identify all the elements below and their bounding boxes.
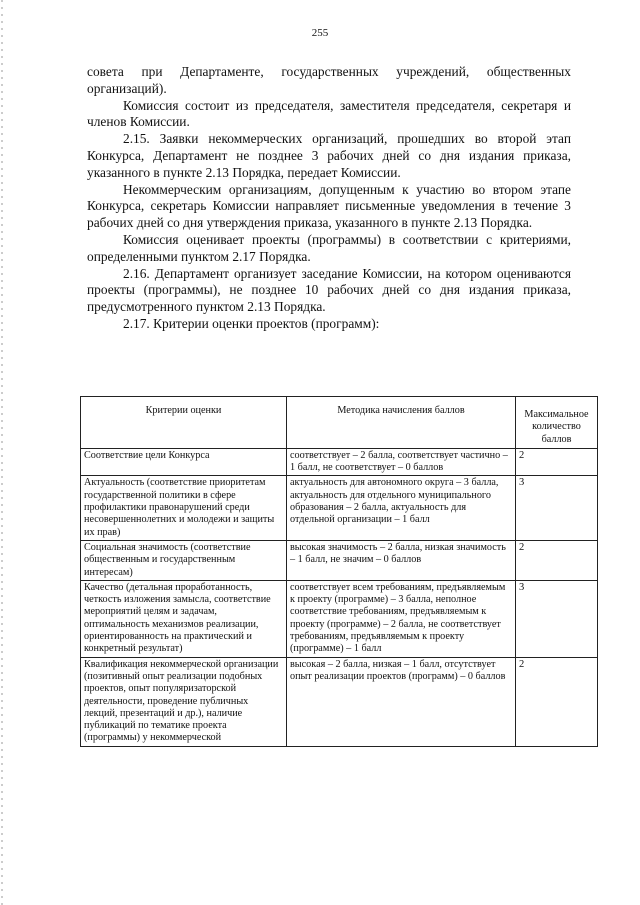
paragraph: 2.15. Заявки некоммерческих организаций, прошедших во второй этап Конкурса, Департамент не позднее 3 рабочих дней со дня издания приказа, указанного в пункте 2.13 Порядка, передает Комиссии. <box>87 131 571 180</box>
header-criterion: Критерии оценки <box>81 397 287 449</box>
max-score-cell: 3 <box>516 476 598 540</box>
scan-edge-mark <box>1 0 3 905</box>
method-cell: соответствует – 2 балла, соответствует частично – 1 балл, не соответствует – 0 баллов <box>287 448 516 476</box>
paragraph: Некоммерческим организациям, допущенным к участию во втором этапе Конкурса, секретарь Комиссии направляет письменные уведомления в течение 3 рабочих дней со дня утверждения приказа, указанного в пункте 2.13 Порядка. <box>87 181 571 231</box>
header-method: Методика начисления баллов <box>287 397 516 449</box>
page-number: 255 <box>311 27 329 39</box>
paragraph: 2.16. Департамент организует заседание Комиссии, на котором оцениваются проекты (программы), не позднее 10 рабочих дней со дня издания приказа, предусмотренного пунктом 2.13 Порядка. <box>87 265 571 315</box>
table-row <box>81 580 598 657</box>
method-cell: высокая – 2 балла, низкая – 1 балл, отсутствует опыт реализации проектов (программ) – 0 баллов <box>287 657 516 746</box>
criterion-cell: Актуальность (соответствие приоритетам государственной политики в сфере профилактики правонарушений среди несовершеннолетних и молодежи и защиты их прав) <box>81 476 287 540</box>
table-row <box>81 657 598 746</box>
method-cell: актуальность для автономного округа – 3 балла, актуальность для отдельного муниципального образования – 2 балла, актуальность для отдельной организации – 1 балл <box>287 476 516 540</box>
paragraph: Комиссия состоит из председателя, заместителя председателя, секретаря и членов Комиссии. <box>87 97 571 130</box>
method-cell: соответствует всем требованиям, предъявляемым к проекту (программе) – 3 балла, неполное соответствие требованиям, предъявляемым к проекту (программе) – 2 балла, не соответствует требованиям, предъявляемым к проекту (программе) – 1 балл <box>287 580 516 657</box>
paragraph: 2.17. Критерии оценки проектов (программ): <box>123 315 380 331</box>
criterion-cell: Качество (детальная проработанность, четкость изложения замысла, соответствие мероприятий целям и задачам, оптимальность механизмов реализации, ориентированность на практический и конкретный результат) <box>81 580 287 657</box>
max-score-cell: 2 <box>516 657 598 746</box>
table-row <box>81 540 598 580</box>
criterion-cell: Социальная значимость (соответствие общественным и государственным интересам) <box>81 540 287 580</box>
table-row <box>81 448 598 476</box>
method-cell: высокая значимость – 2 балла, низкая значимость – 1 балл, не значим – 0 баллов <box>287 540 516 580</box>
table-header-row <box>81 397 598 449</box>
max-score-cell: 2 <box>516 540 598 580</box>
table-row <box>81 476 598 540</box>
paragraph: Комиссия оценивает проекты (программы) в соответствии с критериями, определенными пунктом 2.17 Порядка. <box>87 231 571 264</box>
body-text <box>87 64 571 333</box>
max-score-cell: 3 <box>516 580 598 657</box>
criterion-cell: Соответствие цели Конкурса <box>81 448 287 476</box>
criteria-table <box>80 396 598 747</box>
header-max-score: Максимальное количество баллов <box>516 397 598 449</box>
criterion-cell: Квалификация некоммерческой организации (позитивный опыт реализации подобных проектов, опыт популяризаторской деятельности, проведение публичных лекций, презентаций и др.), наличие публикаций по тематике проекта (программы) у некоммерческой <box>81 657 287 746</box>
max-score-cell: 2 <box>516 448 598 476</box>
paragraph: совета при Департаменте, государственных учреждений, общественных организаций). <box>87 64 571 96</box>
criteria-table-wrap <box>80 396 589 747</box>
